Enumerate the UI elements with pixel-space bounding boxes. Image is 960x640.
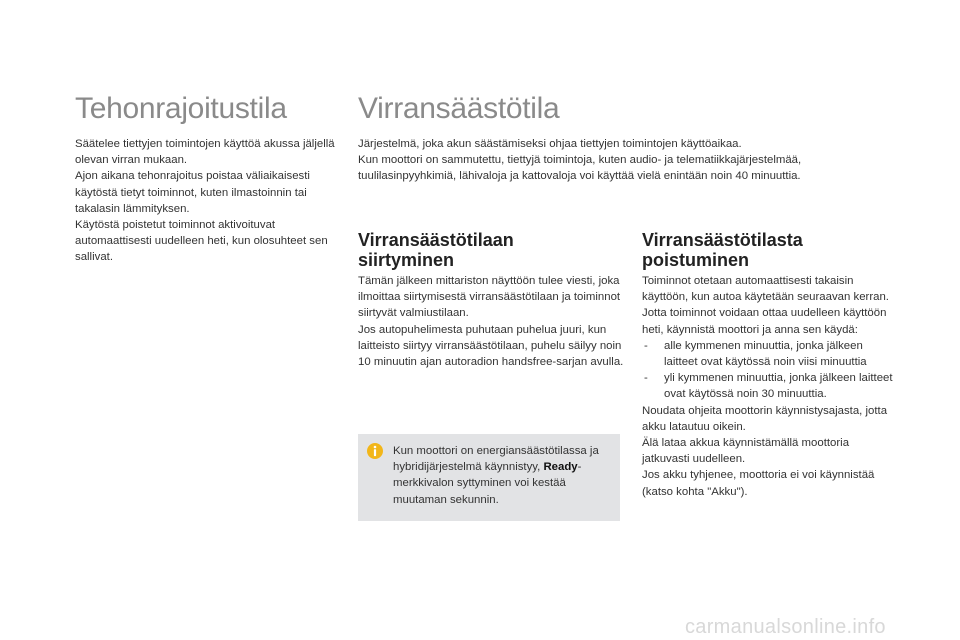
- power-limit-text: [75, 136, 337, 266]
- info-text-part: -merkkivalon syttyminen voi kestää muutaman sekunnin.: [393, 461, 582, 506]
- exiting-paragraph: Toiminnot otetaan automaattisesti takaisin käyttöön, kun autoa käytetään seuraavan kerran.: [642, 275, 889, 304]
- subtitle-exiting-energy-saving: Virransäästötilasta poistuminen: [642, 230, 803, 270]
- subtitle-entering-energy-saving: Virransäästötilaan siirtyminen: [358, 230, 514, 270]
- power-limit-paragraph: Ajon aikana tehonrajoitus poistaa väliaikaisesti käytöstä tietyt toiminnot, kuten ilmastoinnin tai takalasin lämmityksen.: [75, 170, 310, 215]
- entering-energy-saving-text: [358, 273, 624, 370]
- energy-saving-intro: [358, 136, 898, 185]
- section-title-energy-saving: Virransäästötila: [358, 92, 560, 125]
- info-note-box: [358, 434, 620, 521]
- energy-saving-intro-line: Kun moottori on sammutettu, tiettyjä toimintoja, kuten audio- ja telematiikkajärjestelmää, tuulilasinpyyhkimiä, lähivaloja ja kattovaloja voi käyttää vielä enintään noin 40 minuuttia.: [358, 154, 802, 183]
- exiting-paragraph: Noudata ohjeita moottorin käynnistysajasta, jotta akku latautuu oikein.: [642, 404, 888, 433]
- watermark: carmanualsonline.info: [685, 616, 886, 638]
- power-limit-paragraph: Käytöstä poistetut toiminnot aktivoituvat automaattisesti uudelleen heti, kun olosuhteet sen sallivat.: [75, 219, 328, 264]
- info-note-text: [393, 443, 615, 508]
- info-text-part: Kun moottori on energiansäästötilassa ja hybridijärjestelmä käynnistyy,: [393, 445, 599, 474]
- list-item: [642, 370, 898, 402]
- list-item: [642, 338, 898, 370]
- list-dash: -: [644, 339, 648, 352]
- section-title-power-limit: Tehonrajoitustila: [75, 92, 287, 125]
- exiting-paragraph: Älä lataa akkua käynnistämällä moottoria jatkuvasti uudelleen.: [642, 437, 850, 466]
- entering-paragraph: Tämän jälkeen mittariston näyttöön tulee viesti, joka ilmoittaa siirtymisestä virransäästötilaan ja toiminnot siirtyvät valmiustilaan.: [358, 275, 621, 320]
- exiting-paragraph: Jotta toiminnot voidaan ottaa uudelleen käyttöön heti, käynnistä moottori ja anna sen käydä:: [642, 307, 887, 336]
- exiting-energy-saving-text: [642, 273, 898, 500]
- power-limit-paragraph: Säätelee tiettyjen toimintojen käyttöä akussa jäljellä olevan virran mukaan.: [75, 138, 335, 167]
- entering-paragraph: Jos autopuhelimesta puhutaan puhelua juuri, kun laitteisto siirtyy virransäästötilaan, puhelu säilyy noin 10 minuutin ajan autoradion handsfree-sarjan avulla.: [358, 323, 624, 369]
- list-dash: -: [644, 372, 648, 385]
- list-item-text: alle kymmenen minuuttia, jonka jälkeen laitteet ovat käytössä noin viisi minuuttia: [664, 339, 867, 369]
- exiting-paragraph: Jos akku tyhjenee, moottoria ei voi käynnistää (katso kohta "Akku").: [642, 469, 875, 498]
- energy-saving-intro-line: Järjestelmä, joka akun säästämiseksi ohjaa tiettyjen toimintojen käyttöaikaa.: [358, 138, 742, 150]
- ready-indicator-label: Ready: [543, 461, 578, 474]
- info-icon: [367, 443, 383, 459]
- list-item-text: yli kymmenen minuuttia, jonka jälkeen laitteet ovat käytössä noin 30 minuuttia.: [664, 372, 893, 401]
